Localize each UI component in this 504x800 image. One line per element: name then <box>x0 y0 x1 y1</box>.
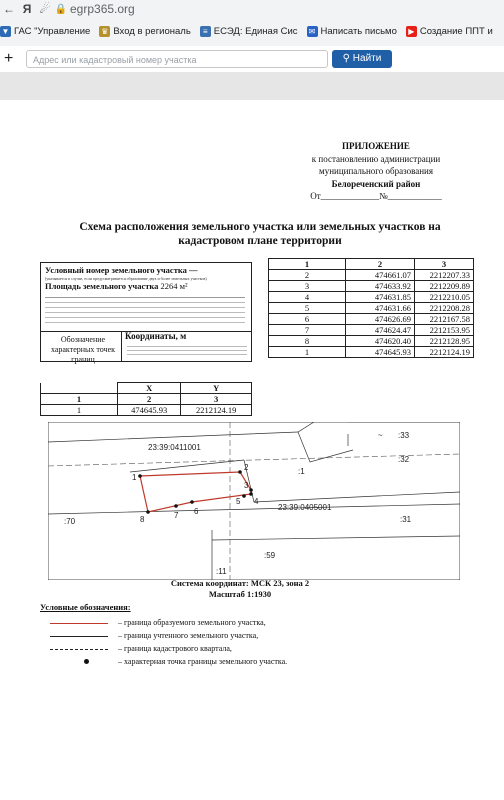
map-label: :31 <box>400 515 412 524</box>
plot-note: (указывается в случае, если предусматривается образование двух и более земельных участков) <box>45 276 207 281</box>
table-row <box>41 383 252 394</box>
document-icon: ≡ <box>200 26 211 37</box>
point-symbol <box>40 657 110 667</box>
table-row <box>269 303 474 314</box>
area-label: Площадь земельного участка 2264 м² <box>45 281 188 291</box>
browser-chrome <box>0 0 504 73</box>
table-cell <box>41 383 118 394</box>
table-cell: 474661.07 <box>346 270 415 281</box>
coordinate-system-text: Система координат: МСК 23, зона 2 <box>170 578 310 588</box>
table-row <box>269 314 474 325</box>
annex-line: муниципального образования <box>319 166 433 176</box>
table-row <box>269 325 474 336</box>
dashed-line-symbol <box>40 644 110 654</box>
point-label: 2 <box>244 463 249 472</box>
crest-icon: ♛ <box>101 26 109 36</box>
youtube-icon: ▶ <box>406 26 417 37</box>
map-label: :59 <box>264 551 276 560</box>
legend-item: – граница кадастрового квартала, <box>40 642 460 655</box>
coordinates-table <box>268 258 474 358</box>
map-label: :1 <box>298 467 305 476</box>
table-row <box>269 281 474 292</box>
red-line-symbol <box>40 618 110 628</box>
legend <box>40 602 460 668</box>
bookmark-item[interactable]: ✉ Написать письмо <box>307 26 397 37</box>
table-cell: 8 <box>269 336 346 347</box>
map-label: :70 <box>64 517 76 526</box>
table-cell: 2212210.05 <box>415 292 474 303</box>
main-title <box>60 220 460 248</box>
annex-line: Белореченский район <box>331 178 421 189</box>
back-arrow-icon[interactable]: ← <box>3 2 15 16</box>
table-cell: 474645.93 <box>118 405 181 416</box>
table-cell: 2212124.19 <box>415 347 474 358</box>
table-cell: 1 <box>41 394 118 405</box>
table-cell: 2 <box>346 259 415 270</box>
table-cell: 474645.93 <box>346 347 415 358</box>
main-title-line: кадастровом плане территории <box>178 235 342 247</box>
table-cell: 474626.69 <box>346 314 415 325</box>
fine-print-block <box>45 293 245 329</box>
coordinates-label: Координаты, м <box>125 331 187 341</box>
bookmark-item[interactable]: ♛ Вход в региональ <box>101 25 191 37</box>
solid-line-symbol <box>40 631 110 641</box>
map-label: :11 <box>216 567 227 576</box>
bookmark-item[interactable]: ≡ ЕСЭД: Единая Сис <box>200 26 298 37</box>
table-row <box>269 347 474 358</box>
table-cell: 2 <box>118 394 181 405</box>
share-icon[interactable]: ☄ <box>39 2 51 16</box>
table-cell: 3 <box>269 281 346 292</box>
annex-header <box>276 140 476 203</box>
table-cell: 474631.85 <box>346 292 415 303</box>
boundary-point <box>238 470 242 474</box>
point-label: 4 <box>254 497 259 506</box>
boundary-point <box>174 504 178 508</box>
table-row <box>41 394 252 405</box>
table-cell: 2212153.95 <box>415 325 474 336</box>
shield-icon: ▼ <box>1 26 10 36</box>
legend-item: – граница учтенного земельного участка, <box>40 629 460 642</box>
bookmarks-bar <box>0 22 504 40</box>
table-cell: Y <box>181 383 252 394</box>
viewer-background <box>0 72 504 100</box>
boundary-point <box>242 494 246 498</box>
table-cell: 2212124.19 <box>181 405 252 416</box>
table-cell: 474624.47 <box>346 325 415 336</box>
map-label: 23:39:0405001 <box>278 503 332 512</box>
plot-number-label: Условный номер земельного участка — <box>45 265 198 275</box>
boundary-point <box>138 474 142 478</box>
table-cell: 4 <box>269 292 346 303</box>
scale-text: Масштаб 1:1930 <box>208 589 272 599</box>
table-cell: 474633.92 <box>346 281 415 292</box>
point-table <box>40 382 252 416</box>
coord-note <box>127 343 247 355</box>
table-cell: 3 <box>181 394 252 405</box>
scanned-document <box>0 100 504 800</box>
annex-line: От_____________№____________ <box>310 191 442 201</box>
table-cell: 474631.66 <box>346 303 415 314</box>
point-label: 5 <box>236 497 241 506</box>
point-label: 6 <box>194 507 199 516</box>
cadastral-map <box>48 422 460 580</box>
map-label: :32 <box>398 455 410 464</box>
legend-item: – характерная точка границы земельного участка. <box>40 655 460 668</box>
table-cell: 1 <box>269 347 346 358</box>
table-row <box>269 336 474 347</box>
annex-line: к постановлению администрации <box>311 153 441 164</box>
table-cell: 6 <box>269 314 346 325</box>
legend-title: Условные обозначения: <box>40 602 131 612</box>
table-row <box>41 405 252 416</box>
url-text[interactable]: egrp365.org <box>70 2 135 16</box>
coordinate-system <box>110 578 370 600</box>
point-label: 8 <box>140 515 145 524</box>
yandex-icon[interactable]: Я <box>22 2 32 16</box>
plot-info-box <box>40 262 252 362</box>
table-row <box>269 270 474 281</box>
map-label: ~ <box>378 431 383 440</box>
table-cell: 474620.40 <box>346 336 415 347</box>
table-cell: 3 <box>415 259 474 270</box>
table-cell: 2212208.28 <box>415 303 474 314</box>
main-title-line: Схема расположения земельного участка или земельных участков на <box>79 221 441 233</box>
plus-icon[interactable]: + <box>4 50 14 67</box>
lock-icon: 🔒 <box>54 3 68 15</box>
table-cell: 2 <box>269 270 346 281</box>
boundary-point <box>190 500 194 504</box>
map-label: 23:39:0411001 <box>148 443 201 452</box>
annex-title: ПРИЛОЖЕНИЕ <box>342 141 410 151</box>
table-cell: 2212167.58 <box>415 314 474 325</box>
mail-icon: ✉ <box>307 26 318 37</box>
table-cell: 2212128.95 <box>415 336 474 347</box>
boundary-point <box>249 492 253 496</box>
point-label: 3 <box>244 481 249 490</box>
bookmark-item[interactable]: ▶ Создание ППТ и <box>406 26 493 37</box>
bookmark-item[interactable]: ▼ ГАС "Управление <box>1 25 91 37</box>
divider <box>121 331 122 361</box>
table-row <box>269 292 474 303</box>
legend-item: – граница образуемого земельного участка, <box>40 616 460 629</box>
table-cell: 2212209.89 <box>415 281 474 292</box>
point-label: 1 <box>132 473 137 482</box>
table-row <box>269 259 474 270</box>
site-search-row <box>0 46 504 72</box>
designation-label: Обозначение характерных точек границ <box>50 335 116 364</box>
boundary-point <box>249 488 253 492</box>
table-cell: 1 <box>269 259 346 270</box>
table-cell: 5 <box>269 303 346 314</box>
table-cell: 1 <box>41 405 118 416</box>
search-button[interactable]: ⚲ Найти <box>332 50 392 68</box>
address-bar <box>0 0 504 18</box>
boundary-point <box>146 510 150 514</box>
table-cell: X <box>118 383 181 394</box>
point-label: 7 <box>174 511 179 520</box>
table-cell: 2212207.33 <box>415 270 474 281</box>
search-input[interactable]: Адрес или кадастровый номер участка <box>26 50 328 68</box>
map-label: :33 <box>398 431 410 440</box>
table-cell: 7 <box>269 325 346 336</box>
